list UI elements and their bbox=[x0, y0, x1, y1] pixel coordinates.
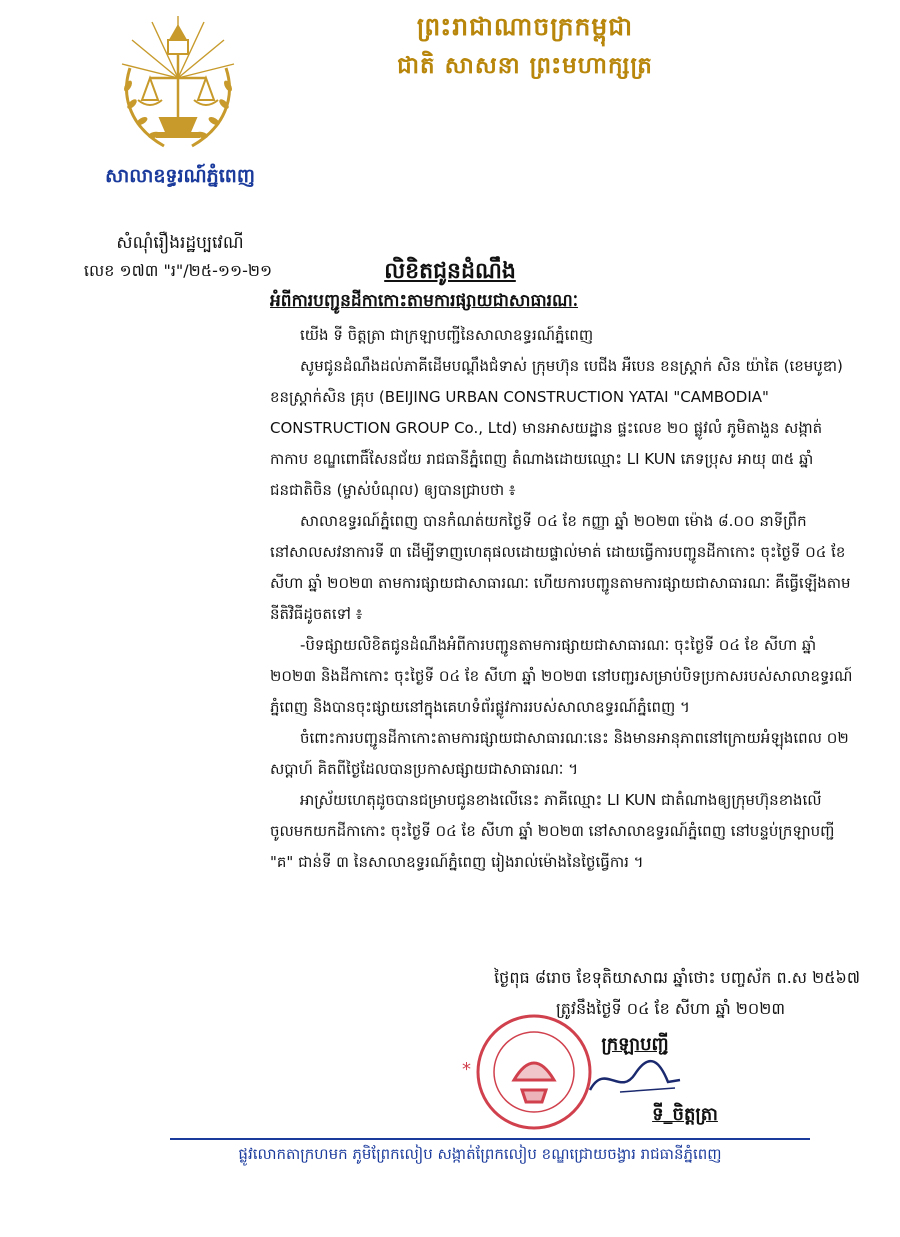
case-type-label: សំណុំរឿងរដ្ឋប្បវេណី bbox=[116, 233, 244, 253]
document-title: លិខិតជូនដំណឹង bbox=[384, 259, 516, 284]
reference-number: លេខ ១៧៣ "រ"/២៥-១១-២១ bbox=[83, 261, 273, 280]
footer-divider bbox=[170, 1138, 810, 1140]
body-paragraph: ចំពោះការបញ្ជូនដីកាកោះតាមការផ្សាយជាសាធារណៈនេះ និងមានអានុភាពនៅក្រោយអំឡុងពេល ០២ សប្តាហ៍ គិតពីថ្ងៃដែលបានប្រកាសផ្សាយជាសាធារណៈ ។ bbox=[270, 729, 849, 778]
signatory-name: ទី_ចិត្តត្រា bbox=[652, 1104, 718, 1125]
signatory-title: ក្រឡាបញ្ជី bbox=[601, 1034, 669, 1055]
body-paragraph: សាលាឧទ្ធរណ៍ភ្នំពេញ បានកំណត់យកថ្ងៃទី ០៤ ខែ កញ្ញា ឆ្នាំ ២០២៣ ម៉ោង ៨.០០ នាទីព្រឹក នៅសាលសវនាការទី ៣ ដើម្បីទាញហេតុផលដោយផ្ទាល់មាត់ ដោយធ្វើការបញ្ជូនដីកាកោះ ចុះថ្ងៃទី ០៤ ខែ សីហា ឆ្នាំ ២០២៣ តាមការផ្សាយជាសាធារណៈ ហើយការបញ្ជូនតាមការផ្សាយជាសាធារណៈ គឺធ្វើឡើងតាមនីតិវិធីដូចតទៅ ៖ bbox=[270, 512, 851, 623]
solar-date-line: ត្រូវនឹងថ្ងៃទី ០៤ ខែ សីហា ឆ្នាំ ២០២៣ bbox=[555, 999, 785, 1018]
national-motto: ជាតិ សាសនា ព្រះមហាក្សត្រ bbox=[397, 53, 653, 79]
body-paragraph: សូមជូនដំណឹងដល់ភាគីដើមបណ្តឹងជំទាស់ ក្រុមហ៊ុន បេជីង អឺបេន ខនស្ត្រាក់ សិន យ៉ាតៃ (ខេមបូឌា) ខនស្ត្រាក់សិន គ្រុប (BEIJING URBAN CONSTRUCTION YATAI "CAMBODIA" CONSTRUCTION GROUP Co., Ltd) មានអាសយដ្ឋាន ផ្ទះលេខ ២០ ផ្លូវលំ ភូមិតាងួន សង្កាត់កាកាប ខណ្ឌពោធិ៍សែនជ័យ រាជធានីភ្នំពេញ តំណាងដោយឈ្មោះ LI KUN ភេទប្រុស អាយុ ៣៥ ឆ្នាំ ជនជាតិចិន (ម្ចាស់បំណុល) ឲ្យបានជ្រាបថា ៖ bbox=[270, 357, 843, 499]
body-paragraph: យើង ទី ចិត្តត្រា ជាក្រឡាបញ្ជីនៃសាលាឧទ្ធរណ៍ភ្នំពេញ bbox=[300, 326, 594, 344]
kingdom-heading: ព្រះរាជាណាចក្រកម្ពុជា bbox=[416, 12, 634, 41]
court-name: សាលាឧទ្ធរណ៍ភ្នំពេញ bbox=[105, 165, 255, 187]
body-paragraph: -បិទផ្សាយលិខិតជូនដំណឹងអំពីការបញ្ជូនតាមការផ្សាយជាសាធារណៈ ចុះថ្ងៃទី ០៤ ខែ សីហា ឆ្នាំ ២០២៣ និងដីកាកោះ ចុះថ្ងៃទី ០៤ ខែ សីហា ឆ្នាំ ២០២៣ នៅបញ្ជរសម្រាប់បិទប្រកាសរបស់សាលាឧទ្ធរណ៍ភ្នំពេញ និងបានចុះផ្សាយនៅក្នុងគេហទំព័រផ្លូវការរបស់សាលាឧទ្ធរណ៍ភ្នំពេញ ។ bbox=[270, 636, 853, 716]
letter-body bbox=[270, 320, 855, 878]
lunar-date-line: ថ្ងៃពុធ ៨រោច ខែទុតិយាសាឍ ឆ្នាំថោះ បញ្ចស័ក ព.ស ២៥៦៧ bbox=[494, 968, 860, 987]
signature bbox=[580, 1052, 690, 1102]
body-paragraph: អាស្រ័យហេតុដូចបានជម្រាបជូនខាងលើនេះ ភាគីឈ្មោះ LI KUN ជាតំណាងឲ្យក្រុមហ៊ុនខាងលើ ចូលមកយកដីកាកោះ ចុះថ្ងៃទី ០៤ ខែ សីហា ឆ្នាំ ២០២៣ នៅសាលាឧទ្ធរណ៍ភ្នំពេញ នៅបន្ទប់ក្រឡាបញ្ជី "គ" ជាន់ទី ៣ នៃសាលាឧទ្ធរណ៍ភ្នំពេញ រៀងរាល់ម៉ោងនៃថ្ងៃធ្វើការ ។ bbox=[270, 791, 835, 871]
footer-address: ផ្លូវលោកតាក្រហមក ភូមិព្រែកលៀប សង្កាត់ព្រែកលៀប ខណ្ឌជ្រោយចង្វារ រាជធានីភ្នំពេញ bbox=[238, 1145, 722, 1163]
document-subject: អំពីការបញ្ជូនដីកាកោះតាមការផ្សាយជាសាធារណៈ bbox=[270, 291, 579, 311]
svg-text:*: * bbox=[462, 1059, 471, 1080]
court-emblem-logo bbox=[112, 8, 244, 158]
